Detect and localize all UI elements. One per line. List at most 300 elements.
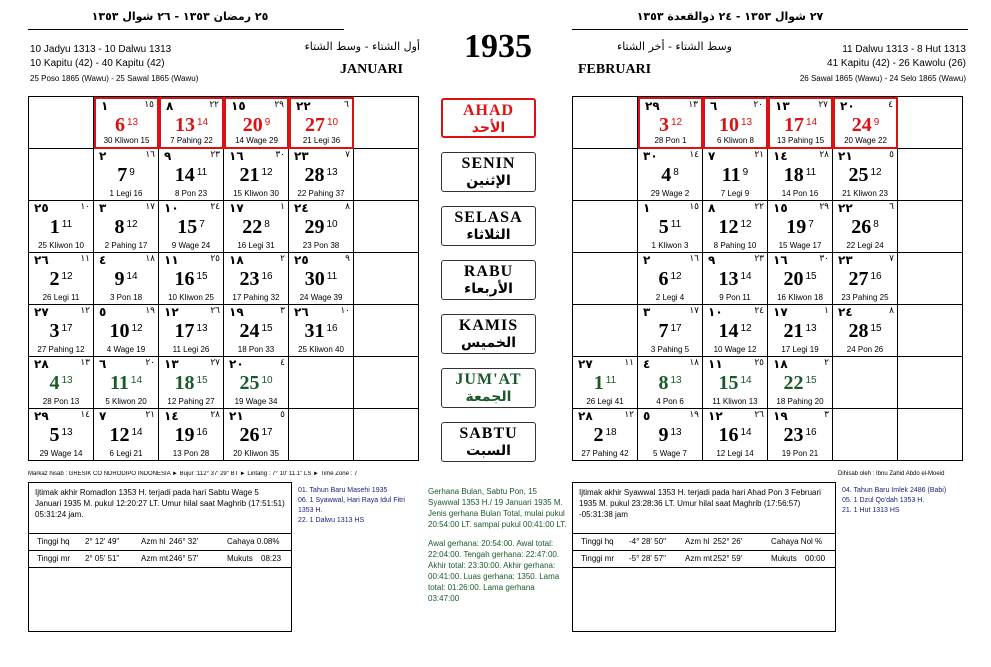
hijri-sub: ٢٩: [819, 202, 829, 212]
hijri-sub: ٢٤: [754, 306, 764, 316]
feb-cell: [703, 97, 768, 149]
pasaran-label: 20 Wage 22: [844, 136, 887, 145]
javanese-day: 16: [805, 427, 817, 438]
hijri-sub: ٤: [280, 358, 285, 368]
gregorian-day: 8: [658, 372, 669, 394]
hijri-day: ٢٣: [838, 253, 853, 267]
pasaran-label: 17 Pahing 32: [232, 293, 280, 302]
pasaran-label: 15 Kliwon 30: [233, 189, 279, 198]
feb-cell: [573, 201, 638, 253]
feb-season: وسط الشتاء - أخر الشتاء: [617, 40, 732, 53]
hijri-sub: ٢٦: [754, 410, 764, 420]
feb-azm-hl-label: Azm hl: [685, 537, 710, 546]
hijri-day: ١٣: [164, 357, 179, 371]
pasaran-label: 17 Legi 19: [781, 345, 819, 354]
feb-cell: [833, 253, 898, 305]
hijri-sub: ٢٣: [210, 150, 220, 160]
gregorian-day: 26: [851, 216, 872, 238]
jan-cell: [94, 357, 159, 409]
jan-tinggi-mr-label: Tinggi mr: [37, 554, 71, 563]
jan-cell: [159, 97, 224, 149]
hijri-sub: ٢٠: [145, 358, 155, 368]
jan-cell: [224, 201, 289, 253]
javanese-day: 16: [196, 427, 208, 438]
gregorian-day: 24: [851, 114, 872, 136]
footer-hisab-author: Dihisab oleh : Ibnu Zahid Abdo el-Moeid: [838, 471, 945, 477]
jan-tinggi-hq-value: 2° 12' 49": [85, 537, 120, 546]
hijri-sub: ٣: [824, 410, 829, 420]
pasaran-label: 1 Kliwon 3: [651, 241, 689, 250]
pasaran-label: 9 Pon 11: [719, 293, 751, 302]
hijri-day: ١٧: [773, 305, 788, 319]
pasaran-label: 8 Pahing 10: [713, 241, 757, 250]
hijri-day: ١١: [708, 357, 723, 371]
pasaran-label: 6 Kliwon 8: [717, 136, 754, 145]
hijri-sub: ٢٩: [274, 100, 284, 110]
gregorian-day: 20: [242, 114, 263, 136]
jan-cell: [354, 201, 419, 253]
weekday-arabic: الجمعة: [465, 389, 512, 405]
weekday-latin: SABTU: [459, 425, 518, 442]
feb-cell: [573, 253, 638, 305]
hijri-sub: ٢٧: [818, 100, 828, 110]
javanese-day: 9: [264, 117, 271, 128]
pasaran-label: 3 Pahing 5: [650, 345, 690, 354]
hijri-sub: ٢٣: [754, 254, 764, 264]
pasaran-label: 12 Pahing 27: [167, 397, 215, 406]
gregorian-day: 11: [721, 164, 741, 186]
hijri-day: ٩: [164, 149, 172, 163]
jan-cell: [159, 357, 224, 409]
hijri-sub: ١٣: [80, 358, 90, 368]
gregorian-day: 23: [783, 424, 804, 446]
jan-cell: [94, 149, 159, 201]
pasaran-label: 9 Wage 24: [171, 241, 211, 250]
feb-cell: [638, 305, 703, 357]
feb-cell: [638, 253, 703, 305]
hijri-day: ٢٠: [229, 357, 244, 371]
javanese-day: 14: [196, 117, 209, 128]
javanese-day: 7: [199, 219, 205, 230]
javanese-day: 12: [126, 219, 138, 230]
feb-cell: [703, 305, 768, 357]
hijri-day: ٥: [99, 305, 107, 319]
javanese-day: 17: [670, 323, 682, 334]
hijri-sub: ٥: [280, 410, 285, 420]
javanese-day: 13: [61, 427, 73, 438]
pasaran-label: 3 Pon 18: [109, 293, 143, 302]
pasaran-label: 26 Legi 41: [586, 397, 624, 406]
feb-cell: [573, 357, 638, 409]
javanese-day: 16: [326, 323, 338, 334]
javanese-day: 14: [130, 375, 143, 386]
jan-cell: [159, 253, 224, 305]
hijri-day: ٢٨: [578, 409, 593, 423]
jan-cell: [289, 97, 354, 149]
javanese-day: 14: [805, 117, 818, 128]
javanese-day: 13: [805, 323, 817, 334]
pasaran-label: 23 Pahing 25: [841, 293, 889, 302]
jan-tinggi-hq-label: Tinggi hq: [37, 537, 70, 546]
pasaran-label: 19 Pon 21: [781, 449, 819, 458]
pasaran-label: 25 Kliwon 10: [38, 241, 84, 250]
feb-cell: [898, 97, 963, 149]
gregorian-day: 8: [114, 216, 125, 238]
javanese-day: 8: [673, 167, 679, 178]
hijri-sub: ٢: [824, 358, 829, 368]
pasaran-label: 24 Pon 26: [846, 345, 884, 354]
hijri-day: ٢٣: [294, 149, 309, 163]
hijri-day: ١: [101, 99, 109, 113]
jan-azm-mt-value: 246° 57': [169, 554, 199, 563]
javanese-day: 11: [326, 271, 338, 282]
gregorian-day: 2: [49, 268, 60, 290]
feb-cell: [833, 201, 898, 253]
javanese-day: 11: [805, 167, 817, 178]
jan-cell: [159, 201, 224, 253]
hijri-sub: ٢: [280, 254, 285, 264]
feb-cell: [833, 409, 898, 461]
hijri-day: ٦: [710, 99, 718, 113]
feb-cell: [768, 357, 833, 409]
hijri-day: ٢١: [838, 149, 853, 163]
pasaran-label: 4 Wage 19: [106, 345, 146, 354]
pasaran-label: 2 Pahing 17: [104, 241, 148, 250]
hijri-day: ٢٤: [294, 201, 309, 215]
eclipse-info: [428, 486, 568, 604]
hijri-sub: ١٨: [145, 254, 155, 264]
gregorian-day: 22: [783, 372, 804, 394]
feb-cell: [898, 201, 963, 253]
pasaran-label: 18 Pon 33: [237, 345, 275, 354]
gregorian-day: 19: [174, 424, 195, 446]
jan-month-title: JANUARI: [340, 62, 403, 77]
pasaran-label: 13 Pahing 15: [776, 136, 825, 145]
javanese-day: 15: [196, 375, 208, 386]
javanese-day: 8: [873, 219, 879, 230]
javanese-day: 12: [261, 167, 273, 178]
jan-cell: [159, 149, 224, 201]
hijri-day: ٢٠: [840, 99, 855, 113]
gregorian-day: 3: [658, 114, 669, 136]
hijri-sub: ٢٢: [209, 100, 219, 110]
gregorian-day: 21: [783, 320, 804, 342]
hijri-day: ٧: [708, 149, 716, 163]
gregorian-day: 24: [239, 320, 260, 342]
javanese-day: 11: [196, 167, 208, 178]
feb-tinggi-hq-value: -4° 28' 50": [629, 537, 666, 546]
pasaran-label: 8 Pon 23: [174, 189, 208, 198]
jan-cell: [224, 357, 289, 409]
gregorian-day: 28: [304, 164, 325, 186]
pasaran-label: 7 Legi 9: [720, 189, 750, 198]
hijri-sub: ٧: [345, 150, 350, 160]
hijri-sub: ٣٠: [275, 150, 285, 160]
hijri-day: ١٦: [229, 149, 244, 163]
javanese-day: 11: [670, 219, 682, 230]
weekday-latin: SENIN: [461, 155, 516, 172]
pasaran-label: 28 Pon 13: [42, 397, 80, 406]
january-calendar-grid: [28, 96, 419, 461]
jan-cell: [94, 97, 159, 149]
gregorian-day: 13: [174, 114, 195, 136]
javanese-day: 12: [61, 271, 73, 282]
gregorian-day: 16: [174, 268, 195, 290]
jan-info-1: 10 Jadyu 1313 - 10 Dalwu 1313: [30, 44, 172, 55]
hijri-day: ٦: [99, 357, 107, 371]
gregorian-day: 1: [49, 216, 60, 238]
gregorian-day: 10: [718, 114, 739, 136]
javanese-day: 10: [326, 219, 338, 230]
jan-cell: [224, 97, 289, 149]
gregorian-day: 23: [239, 268, 260, 290]
jan-hijri-range: ٢٥ رمضان ١٣٥٣ - ٢٦ شوال ١٣٥٣: [91, 10, 269, 23]
jan-tinggi-mr-value: 2° 05' 51": [85, 554, 120, 563]
gregorian-day: 10: [109, 320, 130, 342]
jan-cell: [354, 409, 419, 461]
hijri-day: ١١: [164, 253, 179, 267]
javanese-day: 13: [670, 427, 682, 438]
hijri-sub: ١٦: [689, 254, 699, 264]
weekday-arabic: السبت: [466, 443, 511, 459]
feb-info-2: 41 Kapitu (42) - 26 Kawolu (26): [827, 58, 966, 69]
feb-events: [842, 486, 972, 516]
jan-cell: [29, 409, 94, 461]
weekday-label: [441, 422, 536, 462]
gregorian-day: 7: [658, 320, 669, 342]
hijri-sub: ٢٨: [210, 410, 220, 420]
javanese-day: 9: [742, 167, 749, 178]
javanese-day: 18: [605, 427, 617, 438]
javanese-day: 15: [196, 271, 208, 282]
hijri-day: ١٤: [164, 409, 179, 423]
weekday-arabic: الثلاثاء: [466, 227, 511, 243]
weekday-latin: SELASA: [454, 209, 523, 226]
pasaran-label: 28 Pon 1: [654, 136, 687, 145]
jan-info-3: 25 Poso 1865 (Wawu) - 25 Sawal 1865 (Wawu): [30, 74, 199, 83]
jan-cell: [29, 201, 94, 253]
javanese-day: 12: [131, 323, 143, 334]
javanese-day: 15: [805, 271, 817, 282]
jan-cell: [29, 305, 94, 357]
hijri-sub: ٢٢: [754, 202, 764, 212]
gregorian-day: 27: [304, 114, 325, 136]
javanese-day: 13: [61, 375, 73, 386]
weekday-arabic: الأربعاء: [464, 281, 513, 297]
hijri-sub: ١٥: [144, 100, 154, 110]
pasaran-label: 1 Legi 16: [109, 189, 143, 198]
feb-cell: [898, 253, 963, 305]
javanese-day: 12: [740, 323, 752, 334]
pasaran-label: 29 Wage 14: [39, 449, 83, 458]
hijri-sub: ١٤: [689, 150, 699, 160]
jan-cell: [29, 97, 94, 149]
hijri-day: ٢٢: [296, 99, 311, 113]
hijri-sub: ٢٦: [210, 306, 220, 316]
jan-cell: [354, 305, 419, 357]
gregorian-day: 30: [304, 268, 325, 290]
hijri-sub: ١١: [624, 358, 634, 368]
hijri-sub: ٢٨: [819, 150, 829, 160]
pasaran-label: 6 Legi 21: [109, 449, 143, 458]
feb-info-3: 26 Sawal 1865 (Wawu) - 24 Selo 1865 (Wawu): [799, 74, 966, 83]
gregorian-day: 12: [718, 216, 739, 238]
feb-event-3: 21. 1 Hut 1313 HS: [842, 507, 900, 514]
hijri-day: ٢٦: [294, 305, 309, 319]
hijri-day: ١٠: [708, 305, 723, 319]
jan-event-1: 01. Tahun Baru Masehi 1935: [298, 487, 388, 494]
weekday-arabic: الإثنين: [466, 173, 511, 189]
gregorian-day: 5: [658, 216, 669, 238]
hijri-day: ٣: [643, 305, 651, 319]
gregorian-day: 9: [658, 424, 669, 446]
hijri-sub: ٦: [344, 100, 349, 110]
jan-ijtimak-box: [28, 482, 292, 632]
jan-cell: [29, 253, 94, 305]
gregorian-day: 12: [109, 424, 130, 446]
hijri-day: ١٣: [775, 99, 790, 113]
hijri-day: ٤: [643, 357, 651, 371]
gregorian-day: 31: [304, 320, 325, 342]
pasaran-label: 25 Kliwon 40: [298, 345, 344, 354]
hijri-day: ٢٥: [294, 253, 309, 267]
hijri-day: ٣: [99, 201, 107, 215]
hijri-sub: ٢١: [754, 150, 764, 160]
jan-ijtimak-text: Ijtimak akhir Romadlon 1353 H. terjadi pada hari Sabtu Wage 5 Januari 1935 M. pukul 12:20:27 LT. Umur hilal saat Maghrib (17:51:51) 05:31:24 jam.: [35, 488, 285, 519]
jan-header-rule: [28, 29, 344, 30]
feb-azm-hl-value: 252° 26': [713, 537, 743, 546]
gregorian-day: 13: [718, 268, 739, 290]
gregorian-day: 27: [848, 268, 869, 290]
hijri-sub: ١٣: [688, 100, 698, 110]
pasaran-label: 10 Wage 12: [713, 345, 757, 354]
feb-tinggi-mr-value: -5° 28' 57": [629, 554, 666, 563]
gregorian-day: 4: [49, 372, 60, 394]
hijri-day: ٢١: [229, 409, 244, 423]
jan-cell: [159, 409, 224, 461]
hijri-sub: ١٩: [689, 410, 699, 420]
hijri-sub: ١: [824, 306, 829, 316]
gregorian-day: 20: [783, 268, 804, 290]
feb-cell: [833, 149, 898, 201]
hijri-day: ٥: [643, 409, 651, 423]
feb-cell: [703, 253, 768, 305]
gregorian-day: 14: [718, 320, 739, 342]
pasaran-label: 5 Kliwon 20: [105, 397, 147, 406]
javanese-day: 13: [740, 117, 753, 128]
feb-cell: [703, 201, 768, 253]
weekday-latin: RABU: [463, 263, 514, 280]
feb-cell: [638, 149, 703, 201]
hijri-day: ١٨: [773, 357, 788, 371]
gregorian-day: 19: [786, 216, 807, 238]
hijri-sub: ٢٠: [753, 100, 763, 110]
hijri-sub: ١٦: [145, 150, 155, 160]
weekday-label: [441, 98, 536, 138]
hijri-day: ١: [643, 201, 651, 215]
javanese-day: 13: [670, 375, 682, 386]
hijri-sub: ٢٥: [754, 358, 764, 368]
weekday-label: [441, 260, 536, 300]
gregorian-day: 22: [242, 216, 263, 238]
feb-header-rule: [572, 29, 968, 30]
gregorian-day: 7: [117, 164, 128, 186]
pasaran-label: 10 Kliwon 25: [168, 293, 214, 302]
hijri-sub: ٩: [345, 254, 350, 264]
javanese-day: 7: [808, 219, 814, 230]
hijri-sub: ١٢: [624, 410, 634, 420]
hijri-day: ١٥: [231, 99, 246, 113]
feb-info-1: 11 Dalwu 1313 - 8 Hut 1313: [842, 44, 966, 55]
gregorian-day: 16: [718, 424, 739, 446]
jan-cell: [354, 97, 419, 149]
pasaran-label: 2 Legi 4: [655, 293, 685, 302]
feb-cell: [768, 253, 833, 305]
hijri-sub: ٥: [889, 150, 894, 160]
hijri-sub: ١٩: [145, 306, 155, 316]
jan-cell: [94, 253, 159, 305]
gregorian-day: 6: [114, 114, 125, 136]
gregorian-day: 1: [593, 372, 604, 394]
feb-ijtimak-text: Ijtimak akhir Syawwal 1353 H. terjadi pada hari Ahad Pon 3 Februari 1935 M. pukul 23:28:36 LT. Umur hilal saat Maghrib (17:56:57) -05:31:38 jam: [579, 488, 821, 519]
feb-cell: [898, 149, 963, 201]
jan-events: [298, 486, 418, 526]
gregorian-day: 15: [718, 372, 739, 394]
gregorian-day: 15: [177, 216, 198, 238]
feb-ijtimak-row-1: [573, 533, 835, 550]
pasaran-label: 21 Legi 36: [302, 136, 341, 145]
hijri-day: ١٤: [773, 149, 788, 163]
feb-cell: [703, 357, 768, 409]
hijri-day: ١٥: [773, 201, 788, 215]
feb-ijtimak-box: [572, 482, 836, 632]
javanese-day: 16: [870, 271, 882, 282]
gregorian-day: 14: [174, 164, 195, 186]
february-calendar-grid: [572, 96, 963, 461]
jan-cell: [289, 149, 354, 201]
hijri-day: ٣٠: [643, 149, 658, 163]
pasaran-label: 22 Legi 24: [846, 241, 884, 250]
jan-azm-mt-label: Azm mt: [141, 554, 169, 563]
jan-mukuts-label: Mukuts: [227, 554, 253, 563]
jan-cell: [289, 357, 354, 409]
feb-azm-mt-label: Azm mt: [685, 554, 713, 563]
jan-cell: [289, 201, 354, 253]
jan-ijtimak-row-1: [29, 533, 291, 550]
weekday-label: [441, 152, 536, 192]
jan-cell: [94, 201, 159, 253]
feb-cell: [833, 97, 898, 149]
feb-cell: [833, 305, 898, 357]
hijri-sub: ٢١: [145, 410, 155, 420]
javanese-day: 17: [61, 323, 73, 334]
feb-cell: [768, 97, 833, 149]
hijri-day: ١٢: [708, 409, 723, 423]
feb-cell: [703, 409, 768, 461]
footer-markaz: Markaz hisab : GRESIK CO NDRODIPO INDONESIA ► Bujur :112° 37' 29" BT ► Lintang : 7° 10' 11.1" LS ► Time Zone : 7: [28, 471, 358, 477]
hijri-sub: ١٠: [80, 202, 90, 212]
jan-ijtimak-row-2: [29, 550, 291, 568]
feb-hijri-range: ٢٧ شوال ١٣٥٣ - ٢٤ ذوالقعدة ١٣٥٣: [636, 10, 824, 23]
pasaran-label: 23 Pon 38: [302, 241, 340, 250]
javanese-day: 9: [873, 117, 880, 128]
jan-azm-hl-value: 246° 32': [169, 537, 199, 546]
pasaran-label: 14 Wage 29: [235, 136, 278, 145]
jan-cell: [354, 149, 419, 201]
pasaran-label: 19 Wage 34: [234, 397, 278, 406]
javanese-day: 14: [126, 271, 138, 282]
weekday-label: [441, 314, 536, 354]
